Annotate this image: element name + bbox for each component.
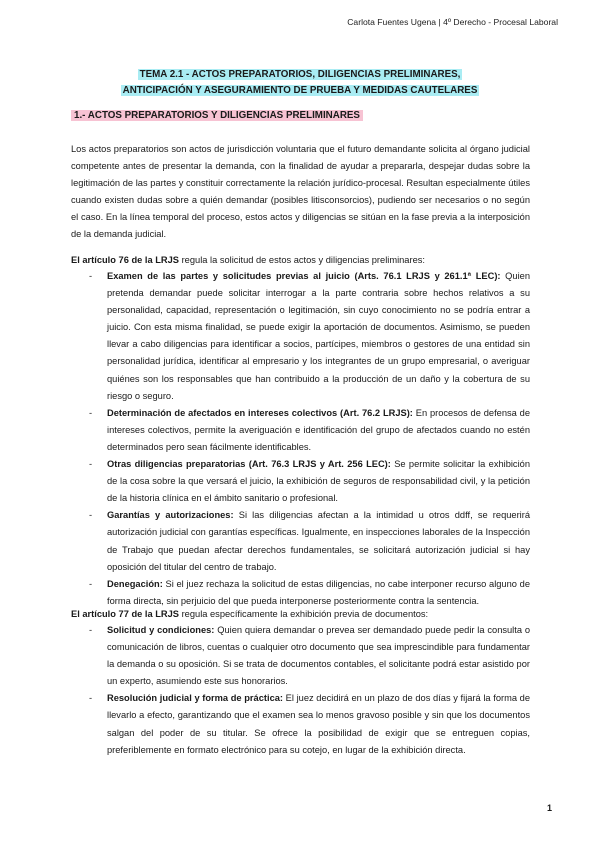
item-title: Denegación:	[107, 578, 163, 589]
title-line-2: ANTICIPACIÓN Y ASEGURAMIENTO DE PRUEBA Y MEDIDAS CAUTELARES	[122, 85, 478, 96]
article-76-list	[71, 268, 530, 610]
item-text: Se permite solicitar la exhibición de la cosa sobre la que versará el juicio, la exhibición de seguros de responsabilidad civil, y la petición de la historia clínica en el ámbito sanitario o profesional.	[107, 459, 530, 504]
list-item	[71, 268, 530, 405]
item-title: Examen de las partes y solicitudes previas al juicio (Arts. 76.1 LRJS y 261.1ª LEC):	[107, 271, 501, 281]
item-text: Quien pretenda demandar puede solicitar interrogar a la parte contraria sobre hechos relativos a su personalidad, capacidad, representación o legitimación, sin cuyo conocimiento no se podría entrar a juicio. Con esta misma finalidad, se puede exigir la aportación de documentos. Asimismo, se pueden llevar a cabo diligencias para identificar a socios, partícipes, miembros o gestores de una entidad sin personalidad jurídica, identificar al empresario y los integrantes de un grupo empresarial, o averiguar quiénes son los responsables que han contribuido a la producción de un daño y la cobertura de su riesgo o seguro.	[107, 271, 530, 401]
item-title: Otras diligencias preparatorias (Art. 76.3 LRJS y Art. 256 LEC):	[107, 459, 391, 470]
item-title: Garantías y autorizaciones:	[107, 510, 234, 521]
list-item	[71, 507, 530, 575]
list-item	[71, 576, 530, 610]
article-77-intro	[71, 606, 530, 623]
list-item	[71, 405, 530, 456]
item-text: El juez decidirá en un plazo de dos días y fijará la forma de llevarlo a efecto, garantizando que el examen sea lo menos gravoso posible y sin que los documentos salgan del poder de su titular. Se ofrece la posibilidad de exigir que se entreguen copias, preferiblemente en formato electrónico para su cotejo, en lugar de la exhibición directa.	[107, 693, 530, 755]
article-77-list	[71, 622, 530, 759]
list-item	[71, 456, 530, 507]
article-76-intro	[71, 252, 530, 269]
article-76-ref: El artículo 76 de la LRJS	[71, 255, 179, 265]
article-77-lead: regula específicamente la exhibición previa de documentos:	[179, 609, 429, 619]
article-77-ref: El artículo 77 de la LRJS	[71, 609, 179, 619]
item-text: Si las diligencias afectan a la intimidad u otros ddff, se requerirá autorización judicial con garantías específicas. Igualmente, en inspecciones laborales de la Inspección de Trabajo que puedan afectar derechos fundamentales, se solicitará autorización judicial si hay oposición del titular del centro de trabajo.	[107, 510, 531, 572]
section-heading-text: 1.- ACTOS PREPARATORIOS Y DILIGENCIAS PRELIMINARES	[71, 110, 363, 121]
list-item	[71, 622, 530, 690]
item-text: En procesos de defensa de intereses colectivos, permite la averiguación e identificación del grupo de afectados cuando no estén determinados pero sean fácilmente identificables.	[107, 407, 530, 452]
document-title	[0, 67, 600, 99]
item-title: Resolución judicial y forma de práctica:	[107, 693, 284, 704]
item-text: Si el juez rechaza la solicitud de estas diligencias, no cabe interponer recurso alguno de forma directa, sin perjuicio del que pueda interponerse posteriormente contra la sentencia.	[107, 578, 530, 606]
title-line-1: TEMA 2.1 - ACTOS PREPARATORIOS, DILIGENCIAS PRELIMINARES,	[139, 69, 461, 80]
item-text: Quien quiera demandar o prevea ser demandado puede pedir la consulta o comunicación de libros, cuentas o cualquier otro documento que sea imprescindible para fundamentar la demanda o su oposición. Si se trata de documentos contables, el solicitante podrá estar asistido por un experto, asumiendo este sus honorarios.	[107, 625, 530, 687]
item-title: Solicitud y condiciones:	[107, 625, 215, 635]
section-heading	[71, 110, 363, 121]
page-number: 1	[547, 803, 553, 813]
article-76-lead: regula la solicitud de estos actos y diligencias preliminares:	[179, 255, 425, 265]
intro-paragraph: Los actos preparatorios son actos de jurisdicción voluntaria que el futuro demandante solicita al órgano judicial competente antes de presentar la demanda, con la finalidad de ayudar a prepararla, despejar dudas sobre la legitimación de las partes y constituir correctamente la relación jurídico-procesal. Resultan especialmente útiles cuando existen dudas sobre a quién demandar (posibles litisconsorcios), pudiendo ser necesarios o no según el caso. En la línea temporal del proceso, estos actos y diligencias se sitúan en la fase previa a la interposición de la demanda judicial.	[71, 144, 530, 240]
page-header: Carlota Fuentes Ugena | 4º Derecho - Procesal Laboral	[347, 17, 558, 27]
list-item	[71, 690, 530, 758]
item-title: Determinación de afectados en intereses colectivos (Art. 76.2 LRJS):	[107, 407, 413, 418]
